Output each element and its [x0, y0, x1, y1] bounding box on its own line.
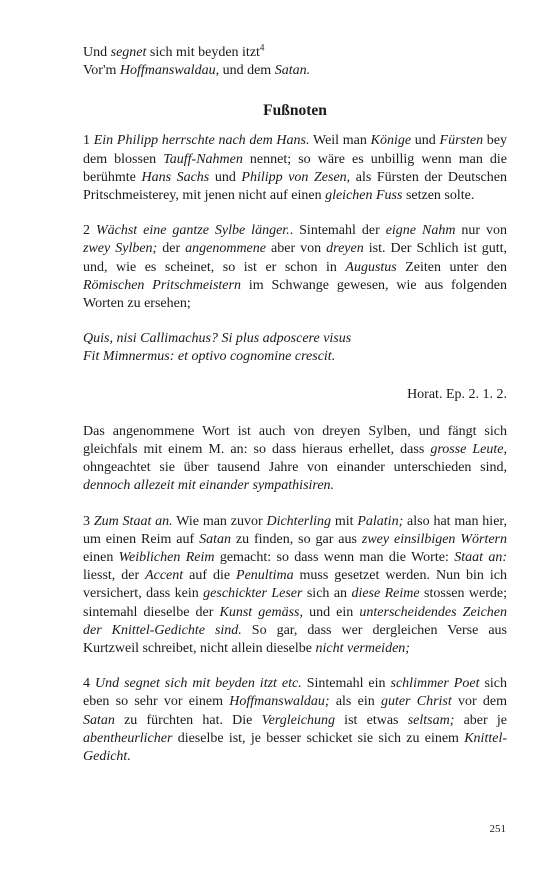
fn-text: mit	[331, 513, 358, 529]
quote-line-2	[83, 348, 507, 366]
fn-italic: grosse Leute,	[430, 442, 507, 458]
fn-text: gemacht: so dass wenn man die Worte:	[214, 550, 455, 566]
fn-text: 4	[83, 676, 95, 692]
fn-text: liesst, der	[83, 568, 146, 584]
fn-italic: Satan	[83, 712, 115, 728]
fn-italic: Penultima	[236, 568, 294, 584]
fn-italic: Könige	[370, 133, 412, 149]
fn-text: aber je	[454, 712, 507, 728]
fn-italic: abentheurlicher	[83, 730, 173, 746]
fn-text: ist. Der Schlich ist gutt, und, wie es scheinet, so ist er schon in	[83, 241, 507, 275]
fn-text: als Fürsten der Deutschen Pritschmeisterey, mit jenen nicht auf einen	[83, 169, 507, 204]
fn-text: und	[411, 133, 440, 149]
fn-italic: Knittel-Gedicht.	[83, 730, 507, 765]
fn-italic: Römischen Pritschmeistern	[83, 277, 241, 293]
fn-italic: Augustus	[345, 259, 397, 275]
quote-italic: Fit Mimnermus: et optivo cognomine crescit.	[83, 349, 336, 365]
fn-italic: geschickter Leser	[203, 586, 303, 602]
verse-text: Und	[83, 45, 111, 60]
fn-text: und	[209, 169, 242, 185]
footnote-2-continued	[83, 423, 507, 496]
fn-italic: Tauff-Nahmen	[163, 151, 243, 167]
fn-italic: dennoch allezeit mit einander sympathisiren.	[83, 478, 335, 494]
fn-italic: nicht vermeiden;	[315, 641, 410, 657]
fn-italic: Zum Staat an.	[93, 513, 173, 529]
footnotes-heading: Fußnoten	[263, 102, 327, 120]
fn-italic: Philipp von Zesen,	[241, 169, 351, 185]
fn-italic: gleichen Fuss	[325, 188, 403, 204]
fn-text: bey dem blossen	[83, 133, 508, 167]
quote-line-1	[83, 330, 507, 348]
fn-italic: Staat an:	[454, 550, 507, 566]
fn-italic: Palatin;	[357, 513, 404, 529]
fn-text: im Schwange gewesen, wie aus folgenden Worten zu ersehen;	[83, 277, 507, 312]
fn-italic: Und segnet sich mit beyden itzt etc.	[94, 676, 302, 692]
fn-text: So gar, dass wer dergleichen Verse aus Kurtzweil schreibet, nicht allein dieselbe	[83, 622, 507, 657]
fn-text: 3	[83, 513, 94, 529]
fn-text: ist etwas	[334, 712, 408, 728]
fn-italic: Weiblichen Reim	[118, 550, 215, 566]
fn-text: vor dem	[451, 694, 507, 710]
fn-italic: Ein Philipp herrschte nach dem Hans.	[93, 133, 310, 149]
fn-text: auf die	[183, 568, 237, 584]
fn-text: der	[157, 241, 186, 257]
fn-italic: schlimmer Poet	[390, 676, 480, 692]
latin-quote	[83, 330, 507, 366]
verse-text: und dem	[219, 63, 275, 79]
verse-italic: Hoffmanswaldau,	[119, 63, 220, 79]
quote-italic: Quis, nisi Callimachus? Si plus adposcere visus	[83, 331, 352, 347]
page-body	[83, 44, 507, 783]
fn-italic: diese Reime	[351, 586, 420, 602]
footnote-4	[83, 675, 507, 766]
footnote-3	[83, 513, 507, 659]
fn-italic: Accent	[145, 568, 184, 584]
fn-italic: zwey Sylben;	[83, 241, 158, 257]
quote-citation: Horat. Ep. 2. 1. 2.	[407, 386, 507, 402]
fn-text: nennet; so wäre es unbillig wenn man die berühmte	[83, 151, 508, 185]
fn-italic: Fürsten	[439, 133, 484, 149]
fn-text: also hat man hier, um einen Reim auf	[83, 513, 508, 547]
page-number: 251	[489, 823, 506, 835]
fn-italic: Vergleichung	[261, 712, 335, 728]
fn-text: . Sintemahl der	[289, 223, 386, 239]
fn-text: Sintemahl ein	[301, 676, 391, 692]
fn-text: Wie man zuvor	[172, 513, 267, 529]
fn-text: Zeiten unter den	[396, 259, 507, 275]
fn-italic: zwey einsilbigen Wörtern	[361, 531, 508, 547]
fn-text: stossen werde; sintemahl dieselbe der	[83, 586, 507, 620]
verse-line-2	[83, 62, 507, 80]
fn-text: 2	[83, 223, 96, 239]
verse-text: Vor'm	[83, 63, 120, 79]
fn-italic: Satan	[199, 531, 231, 547]
verse-italic: segnet	[110, 45, 147, 60]
fn-text: sich eben so sehr vor einem	[83, 676, 507, 710]
fn-text: einen	[83, 550, 119, 566]
verse-text: sich mit beyden itzt	[146, 45, 260, 60]
verse-line-1	[83, 44, 507, 62]
fn-italic: Kunst gemäss,	[219, 604, 303, 620]
fn-italic: Hans Sachs	[141, 169, 210, 185]
fn-italic: eigne Nahm	[385, 223, 456, 239]
fn-italic: Hoffmanswaldau;	[229, 694, 330, 710]
fn-text: aber von	[266, 241, 327, 257]
fn-italic: unterscheidendes Zeichen der Knittel-Gedichte sind.	[83, 604, 507, 638]
fn-italic: dreyen	[326, 241, 364, 257]
fn-text: und ein	[302, 604, 360, 620]
verse-italic: Satan.	[274, 63, 311, 79]
fn-text: muss gesetzet werden. Nun bin ich versichert, dass kein	[83, 568, 507, 602]
fn-italic: seltsam;	[407, 712, 455, 728]
fn-text: dieselbe ist, je besser schicket sie sich zu einem	[172, 730, 465, 746]
fn-text: als ein	[329, 694, 381, 710]
fn-text: ohngeachtet sie über tausend Jahre von einander unterschieden sind,	[83, 460, 507, 476]
footnote-1	[83, 132, 507, 205]
fn-italic: angenommene	[185, 241, 266, 257]
fn-text: 1	[83, 133, 94, 149]
footnote-2	[83, 222, 507, 313]
fn-text: setzen solte.	[402, 188, 475, 204]
fn-text: sich an	[302, 586, 352, 602]
footnote-ref-4: 4	[259, 42, 265, 53]
fn-text: Das angenommene Wort ist auch von dreyen Sylben, und fängt sich gleichfals mit einem M. an: so dass hieraus erhellet, dass	[83, 423, 507, 458]
fn-italic: Wächst eine gantze Sylbe länger.	[95, 223, 290, 239]
fn-text: zu fürchten hat. Die	[114, 712, 262, 728]
fn-italic: Dichterling	[266, 513, 332, 529]
fn-text: Weil man	[309, 133, 371, 149]
fn-italic: guter Christ	[380, 694, 452, 710]
fn-text: zu finden, so gar aus	[230, 531, 362, 547]
fn-text: nur von	[455, 223, 508, 239]
